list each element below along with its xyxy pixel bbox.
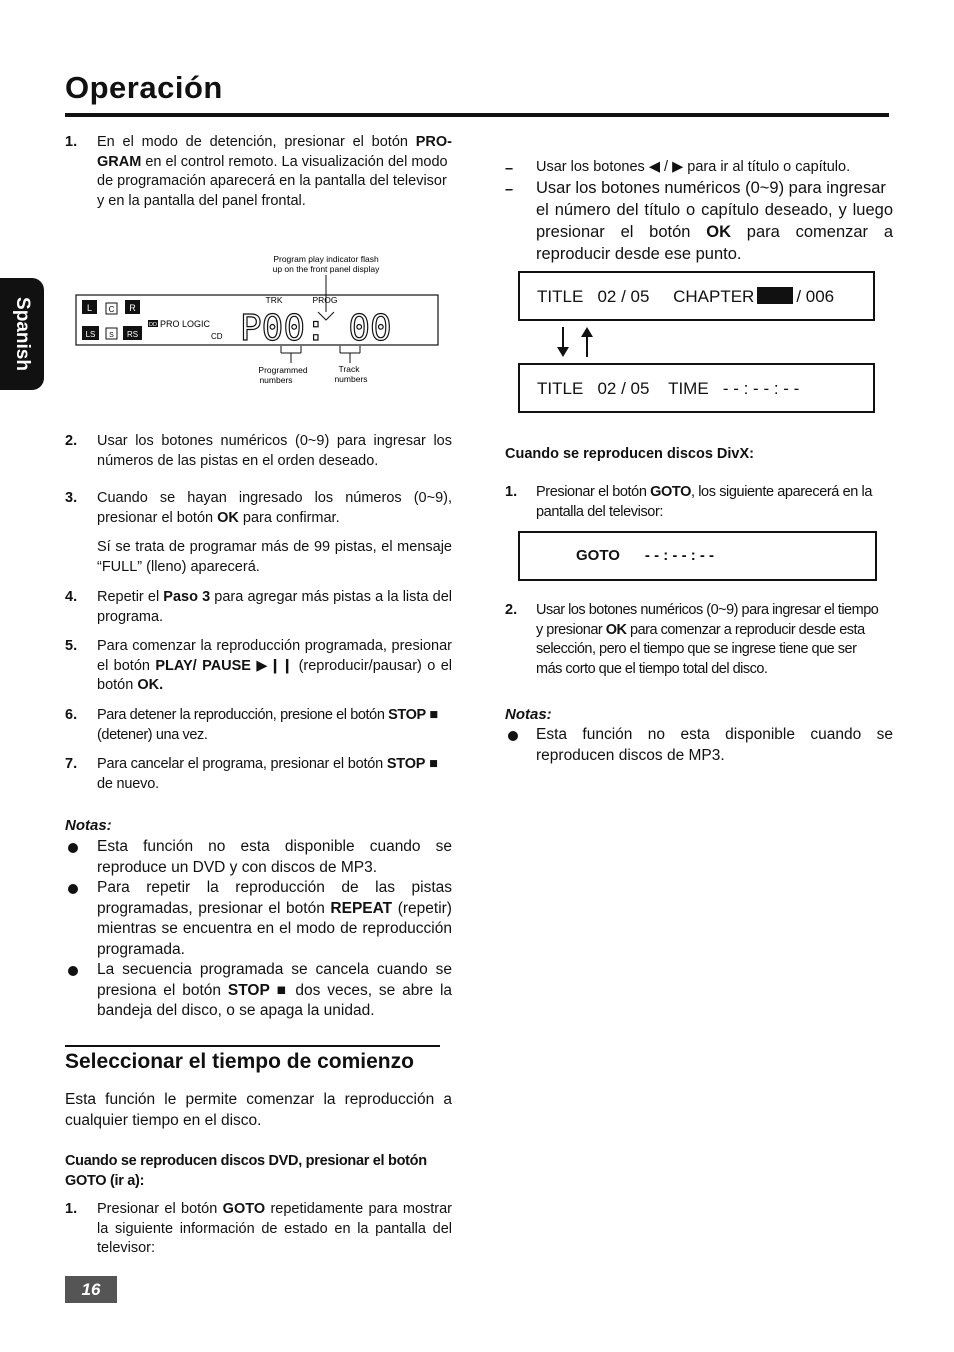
notes-title: Notas: bbox=[65, 817, 112, 834]
right-notes-title: Notas: bbox=[505, 706, 552, 723]
page-number: 16 bbox=[65, 1276, 117, 1303]
goto-step-1-text: Presionar el botón GOTO repetidamente para mostrar la siguiente información de estado en la pantalla del televisor: bbox=[97, 1201, 453, 1256]
stop-icon: ■ bbox=[425, 707, 438, 723]
segment-display: P00: 00 bbox=[240, 308, 392, 349]
dash-1-text: Usar los botones ◀ / ▶ para ir al título o capítulo. bbox=[536, 159, 851, 175]
goto-box-text: GOTO - - : - - : - - bbox=[576, 547, 715, 564]
step-2-text: Usar los botones numéricos (0~9) para ingresar los números de las pistas en el orden deseado. bbox=[97, 433, 452, 469]
channel-ls: LS bbox=[85, 330, 96, 339]
step-5-text: Para comenzar la reproducción programada, presionar el botón PLAY/ PAUSE ▶❙❙ (reproducir/pausar) o el botón OK. bbox=[97, 638, 452, 693]
cd-label: CD bbox=[211, 332, 223, 341]
chapter-status-box bbox=[518, 271, 875, 321]
channel-c: C bbox=[108, 305, 115, 314]
right-arrow-icon: ▶ bbox=[672, 159, 684, 175]
step-4-text: Repetir el Paso 3 para agregar más pistas a la lista del programa. bbox=[97, 589, 452, 625]
divx-step-2-number: 2. bbox=[505, 602, 518, 618]
step-3-text: Cuando se hayan ingresado los números (0~9), presionar el botón OK para confirmar. Sí se trata de programar más de 99 pistas, el mensaje “FULL” (lleno) aparecerá. bbox=[97, 490, 452, 575]
dvd-heading: Cuando se reproducen discos DVD, presionar el botón GOTO (ir a): bbox=[65, 1153, 427, 1189]
stop-icon: ■ bbox=[425, 756, 438, 772]
step-3-number: 3. bbox=[65, 490, 78, 506]
bullet-icon bbox=[508, 731, 518, 741]
divx-heading: Cuando se reproducen discos DivX: bbox=[505, 446, 754, 462]
title-rule bbox=[65, 113, 889, 117]
front-panel-diagram bbox=[70, 250, 450, 390]
bullet-icon bbox=[68, 884, 78, 894]
section-title: Seleccionar el tiempo de comienzo bbox=[65, 1050, 414, 1073]
step-6-number: 6. bbox=[65, 707, 78, 723]
time-status-box bbox=[518, 363, 875, 413]
channel-l: L bbox=[86, 303, 93, 313]
step-4-number: 4. bbox=[65, 589, 78, 605]
step-1-text: En el modo de detención, presionar el botón PRO- GRAM en el control remoto. La visualización del modo de programación aparecerá en la pantalla del televisor y en la pantalla del panel frontal. bbox=[97, 134, 452, 209]
stop-icon: ■ bbox=[269, 981, 289, 999]
trk-label: TRK bbox=[265, 295, 283, 305]
prologic-label: PRO LOGIC bbox=[160, 319, 211, 329]
flash-label-2: up on the front panel display bbox=[272, 264, 380, 274]
step-6-text: Para detener la reproducción, presione el botón STOP ■ (detener) una vez. bbox=[97, 707, 438, 743]
section-intro: Esta función le permite comenzar la reproducción a cualquier tiempo en el disco. bbox=[65, 1091, 452, 1129]
section-rule bbox=[65, 1045, 440, 1047]
step-5-number: 5. bbox=[65, 638, 78, 654]
language-tab bbox=[0, 278, 44, 390]
language-tab-label: Spanish bbox=[12, 297, 33, 371]
divx-step-2-text: Usar los botones numéricos (0~9) para ingresar el tiempo y presionar OK para comenzar a reproducir desde esta selección, pero el tiempo que se ingrese tiene que ser más corto que el tiempo total del disco. bbox=[536, 602, 879, 677]
channel-s: S bbox=[109, 332, 114, 339]
goto-step-1-number: 1. bbox=[65, 1201, 78, 1217]
step-7-number: 7. bbox=[65, 756, 78, 772]
note-1: Esta función no esta disponible cuando se reproduce un DVD y con discos de MP3. bbox=[97, 838, 452, 876]
goto-box bbox=[518, 531, 877, 581]
dash-2: – bbox=[505, 182, 514, 198]
chapter-highlight bbox=[757, 287, 793, 304]
track-label-2: numbers bbox=[334, 374, 368, 384]
play-pause-icon: ▶❙❙ bbox=[250, 657, 294, 674]
track-label-1: Track bbox=[338, 364, 360, 374]
bullet-icon bbox=[68, 843, 78, 853]
flash-label-1: Program play indicator flash bbox=[273, 254, 379, 264]
step-1-number: 1. bbox=[65, 134, 78, 150]
note-2: Para repetir la reproducción de las pistas programadas, presionar el botón REPEAT (repetir) mientras se encuentra en el modo de reproducción programada. bbox=[97, 879, 452, 958]
chapter-status-text: TITLE 02 / 05 CHAPTER / 006 bbox=[537, 287, 835, 306]
channel-rs: RS bbox=[126, 330, 139, 339]
divx-step-1-number: 1. bbox=[505, 484, 518, 500]
channel-r: R bbox=[129, 303, 136, 313]
bullet-icon bbox=[68, 966, 78, 976]
prog-label: PROG bbox=[312, 295, 338, 305]
page-title: Operación bbox=[65, 70, 223, 105]
step-2-number: 2. bbox=[65, 433, 78, 449]
step-7-text: Para cancelar el programa, presionar el botón STOP ■ de nuevo. bbox=[97, 756, 438, 792]
dolby-mark: DD bbox=[149, 322, 157, 328]
note-3: La secuencia programada se cancela cuando se presiona el botón STOP ■ dos veces, se abre la bandeja del disco, o se apaga la unidad. bbox=[97, 961, 453, 1019]
toggle-arrows-icon bbox=[553, 325, 597, 359]
dash-2-text: Usar los botones numéricos (0~9) para ingresar el número del título o capítulo deseado, y luego presionar el botón OK para comenzar a reproducir desde ese punto. bbox=[536, 179, 893, 263]
programmed-label-1: Programmed bbox=[258, 365, 308, 375]
dash-1: – bbox=[505, 161, 514, 177]
left-arrow-icon: ◀ bbox=[648, 159, 660, 175]
right-note-1: Esta función no esta disponible cuando se reproducen discos de MP3. bbox=[536, 726, 893, 764]
programmed-label-2: numbers bbox=[259, 375, 293, 385]
divx-step-1-text: Presionar el botón GOTO, los siguiente aparecerá en la pantalla del televisor: bbox=[536, 484, 873, 520]
time-status-text: TITLE 02 / 05 TIME - - : - - : - - bbox=[537, 379, 800, 398]
